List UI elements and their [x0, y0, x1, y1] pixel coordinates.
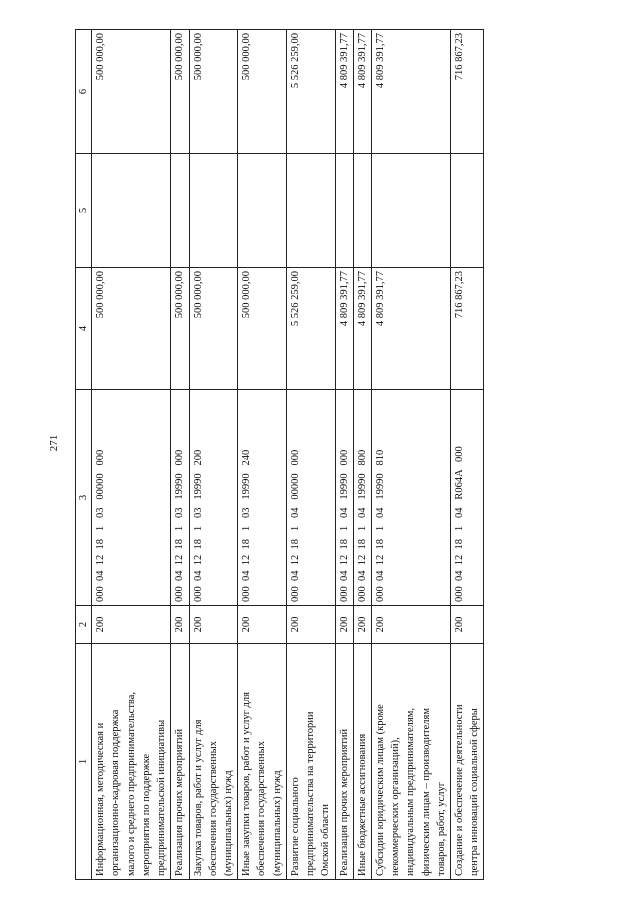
row-col6-value: 500 000,00: [171, 30, 189, 154]
row-classification: 000 04 12 18 1 03 19990 000: [171, 390, 189, 606]
row-col5-value: [451, 154, 484, 268]
row-col5-value: [189, 154, 238, 268]
row-name-line: предпринимательской инициативы: [156, 719, 168, 876]
column-header: 3: [76, 390, 92, 606]
row-col5-value: [371, 154, 450, 268]
row-name: [353, 644, 371, 880]
table-body: [92, 30, 484, 880]
row-col6-value: 500 000,00: [189, 30, 238, 154]
row-code: 200: [286, 606, 335, 644]
row-col5-value: [286, 154, 335, 268]
row-col4-value: 4 809 391,77: [353, 268, 371, 390]
budget-table: [75, 29, 484, 880]
row-col6-value: 716 867,23: [451, 30, 484, 154]
row-code: 200: [353, 606, 371, 644]
row-classification: 000 04 12 18 1 04 19990 000: [335, 390, 353, 606]
row-col5-value: [171, 154, 189, 268]
row-name-line: мероприятия по поддержке: [140, 753, 152, 876]
row-code: 200: [451, 606, 484, 644]
row-name: [335, 644, 353, 880]
table-row: [171, 30, 189, 880]
row-col4-value: 500 000,00: [92, 268, 171, 390]
row-code: 200: [189, 606, 238, 644]
row-col6-value: 4 809 391,77: [335, 30, 353, 154]
row-name-line: некоммерческих организаций),: [390, 737, 402, 876]
row-col4-value: 500 000,00: [171, 268, 189, 390]
column-header: 4: [76, 268, 92, 390]
budget-table-rotated: [75, 30, 605, 880]
table-row: [371, 30, 450, 880]
row-name: [451, 644, 484, 880]
row-classification: 000 04 12 18 1 03 19990 240: [238, 390, 287, 606]
row-name-line: Иные закупки товаров, работ и услуг для: [241, 692, 253, 876]
table-row: [92, 30, 171, 880]
row-name-line: обеспечения государственных: [207, 741, 219, 876]
row-name-line: Создание и обеспечение деятельности: [454, 704, 466, 876]
row-name-line: Омской области: [320, 803, 332, 876]
row-name-line: Информационная, методическая и: [95, 722, 107, 876]
row-code: 200: [371, 606, 450, 644]
row-code: 200: [335, 606, 353, 644]
row-name-line: обеспечения государственных: [256, 741, 268, 876]
row-name: [371, 644, 450, 880]
row-name-line: Закупка товаров, работ и услуг для: [192, 719, 204, 876]
row-classification: 000 04 12 18 1 04 00000 000: [286, 390, 335, 606]
row-name: [189, 644, 238, 880]
row-classification: 000 04 12 18 1 03 00000 000: [92, 390, 171, 606]
row-col4-value: 500 000,00: [189, 268, 238, 390]
row-col4-value: 716 867,23: [451, 268, 484, 390]
row-name-line: физическим лицам – производителям: [420, 708, 432, 876]
row-code: 200: [92, 606, 171, 644]
row-name-line: товаров, работ, услуг: [435, 781, 447, 876]
row-col6-value: 500 000,00: [92, 30, 171, 154]
row-col6-value: 500 000,00: [238, 30, 287, 154]
row-name-line: Иные бюджетные ассигнования: [356, 733, 368, 876]
column-header: 5: [76, 154, 92, 268]
table-row: [335, 30, 353, 880]
row-col5-value: [353, 154, 371, 268]
row-name-line: предпринимательства на территории: [305, 711, 317, 876]
column-header: 6: [76, 30, 92, 154]
row-name: [92, 644, 171, 880]
row-col6-value: 4 809 391,77: [371, 30, 450, 154]
table-row: [238, 30, 287, 880]
row-col6-value: 4 809 391,77: [353, 30, 371, 154]
header-row: [76, 30, 92, 880]
row-classification: 000 04 12 18 1 04 19990 800: [353, 390, 371, 606]
row-name-line: Реализация прочих мероприятий: [174, 728, 186, 876]
row-col4-value: 5 526 259,00: [286, 268, 335, 390]
table-row: [353, 30, 371, 880]
row-name: [286, 644, 335, 880]
row-name-line: индивидуальным предпринимателям,: [405, 708, 417, 876]
row-name: [238, 644, 287, 880]
row-code: 200: [171, 606, 189, 644]
row-classification: 000 04 12 18 1 04 19990 810: [371, 390, 450, 606]
row-name-line: Развитие социального: [289, 777, 301, 876]
table-row: [286, 30, 335, 880]
row-name-line: Реализация прочих мероприятий: [338, 728, 350, 876]
row-col4-value: 500 000,00: [238, 268, 287, 390]
row-name-line: (муниципальных) нужд: [271, 770, 283, 876]
row-col6-value: 5 526 259,00: [286, 30, 335, 154]
row-col5-value: [238, 154, 287, 268]
page-number: 271: [48, 434, 60, 452]
row-name-line: малого и среднего предпринимательства,: [125, 691, 137, 876]
row-name: [171, 644, 189, 880]
row-classification: 000 04 12 18 1 04 R064A 000: [451, 390, 484, 606]
row-classification: 000 04 12 18 1 03 19990 200: [189, 390, 238, 606]
row-col5-value: [92, 154, 171, 268]
row-col5-value: [335, 154, 353, 268]
row-code: 200: [238, 606, 287, 644]
row-name-line: центра инноваций социальной сферы: [469, 708, 481, 876]
row-col4-value: 4 809 391,77: [371, 268, 450, 390]
column-header: 1: [76, 644, 92, 880]
row-col4-value: 4 809 391,77: [335, 268, 353, 390]
table-row: [451, 30, 484, 880]
table-row: [189, 30, 238, 880]
row-name-line: (муниципальных) нужд: [222, 770, 234, 876]
row-name-line: Субсидии юридическим лицам (кроме: [374, 704, 386, 876]
column-header: 2: [76, 606, 92, 644]
row-name-line: организационно-кадровая поддержка: [110, 709, 122, 876]
